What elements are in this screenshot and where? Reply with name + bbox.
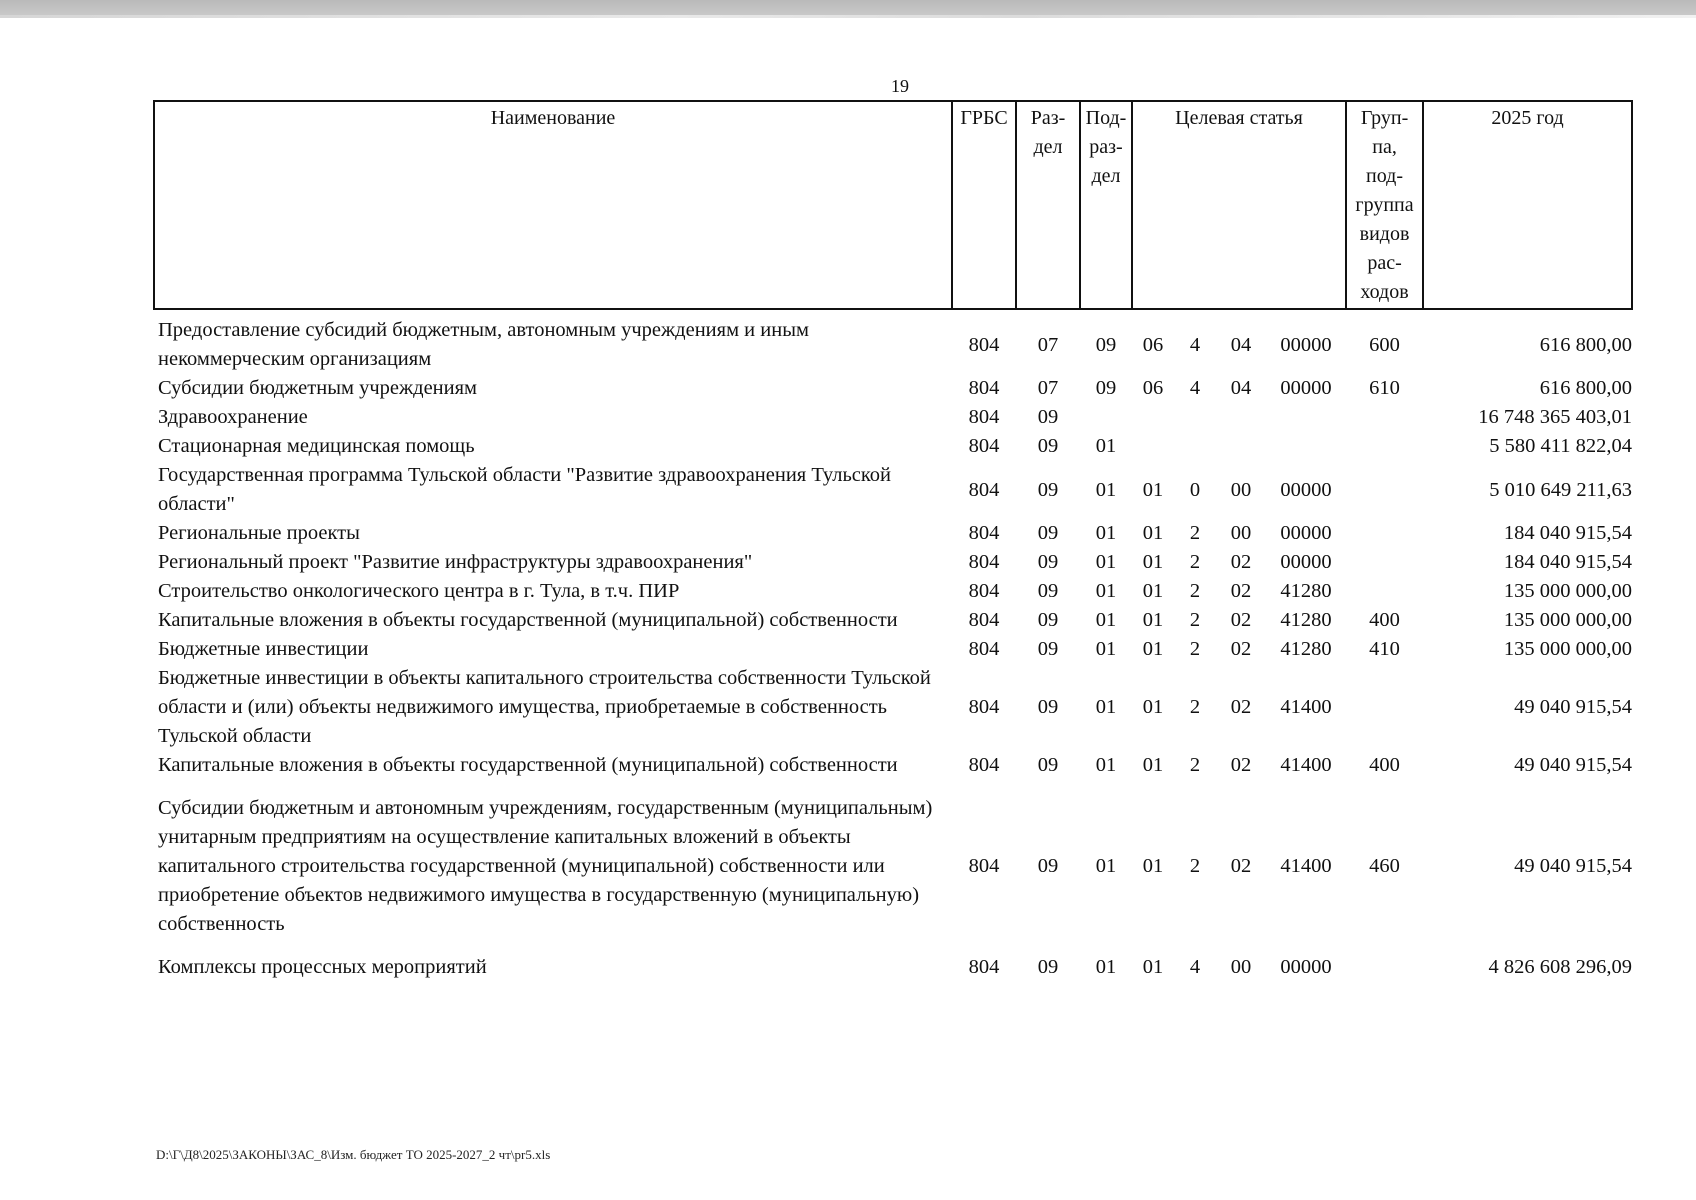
row-podrazdel (1080, 403, 1132, 432)
row-grbs: 804 (968, 551, 1000, 573)
row-sum: 135 000 000,00 (1503, 580, 1633, 602)
row-target-type: 4 (1189, 377, 1201, 399)
row-name: Предоставление субсидий бюджетным, автономным учреждениям и иным некоммерческим организациям (158, 319, 809, 370)
header-group-line: Груп- (1360, 107, 1409, 129)
row-razdel: 09 (1037, 406, 1059, 428)
row-sum: 616 800,00 (1539, 333, 1633, 356)
row-podrazdel: 01 (1095, 638, 1117, 660)
row-target-direction: 41400 (1280, 855, 1332, 877)
row-expense-group (1346, 953, 1423, 982)
header-group-line: ходов (1360, 281, 1409, 303)
row-name: Региональные проекты (158, 522, 360, 544)
row-expense-group (1346, 403, 1423, 432)
row-name: Бюджетные инвестиции в объекты капитального строительства собственности Тульской области и (или) объекты недвижимого имущества, приобретаемые в собственность Тульской области (158, 667, 931, 747)
row-sum: 5 580 411 822,04 (1489, 435, 1633, 457)
row-name: Комплексы процессных мероприятий (158, 956, 487, 978)
row-target-type: 4 (1189, 333, 1201, 356)
row-sum: 135 000 000,00 (1503, 638, 1633, 660)
row-razdel: 09 (1037, 522, 1059, 544)
row-expense-group: 460 (1369, 855, 1400, 877)
row-expense-group (1346, 548, 1423, 577)
row-target-type: 2 (1189, 609, 1201, 631)
row-grbs: 804 (968, 580, 1000, 602)
row-target-program: 01 (1142, 580, 1164, 602)
row-target-program: 01 (1142, 638, 1164, 660)
row-target-type: 2 (1189, 696, 1201, 718)
header-target: Целевая статья (1132, 101, 1346, 309)
row-expense-group: 610 (1369, 377, 1400, 399)
row-grbs: 804 (968, 754, 1000, 776)
row-sum: 5 010 649 211,63 (1489, 478, 1633, 501)
row-target-subprogram: 02 (1230, 855, 1252, 877)
budget-table (153, 100, 1633, 982)
row-target-subprogram (1216, 403, 1266, 432)
row-razdel: 09 (1037, 609, 1059, 631)
table-row (154, 577, 1632, 606)
row-grbs: 804 (968, 696, 1000, 718)
header-group-line: видов (1359, 223, 1410, 245)
header-podrazdel-line: раз- (1089, 136, 1123, 158)
row-target-direction: 00000 (1280, 551, 1332, 573)
row-grbs: 804 (968, 377, 1000, 399)
table-row (154, 635, 1632, 664)
table-header-row (154, 101, 1632, 309)
table-row (154, 403, 1632, 432)
row-target-direction: 00000 (1280, 333, 1332, 356)
row-name: Субсидии бюджетным учреждениям (158, 377, 478, 399)
row-grbs: 804 (968, 609, 1000, 631)
row-target-program: 01 (1142, 696, 1164, 718)
row-name: Капитальные вложения в объекты государственной (муниципальной) собственности (158, 609, 898, 631)
row-target-program: 01 (1142, 478, 1164, 501)
row-target-program: 06 (1142, 377, 1164, 399)
row-target-subprogram: 02 (1230, 696, 1252, 718)
row-expense-group: 400 (1369, 609, 1400, 631)
row-grbs: 804 (968, 406, 1000, 428)
row-expense-group (1346, 432, 1423, 461)
row-razdel: 09 (1037, 696, 1059, 718)
table-row (154, 374, 1632, 403)
header-grbs: ГРБС (952, 101, 1016, 309)
header-razdel-line: Раз- (1030, 107, 1066, 129)
row-target-direction (1266, 432, 1346, 461)
header-podrazdel-line: Под- (1085, 107, 1127, 129)
row-expense-group: 400 (1369, 754, 1400, 776)
row-target-program: 06 (1142, 333, 1164, 356)
row-grbs: 804 (968, 855, 1000, 877)
row-target-type: 0 (1189, 478, 1201, 501)
row-sum: 184 040 915,54 (1503, 522, 1633, 544)
row-name: Региональный проект "Развитие инфраструктуры здравоохранения" (158, 551, 753, 573)
row-target-direction: 41280 (1280, 638, 1332, 660)
row-razdel: 07 (1037, 377, 1059, 399)
row-name: Здравоохранение (158, 406, 308, 428)
row-target-subprogram: 02 (1230, 609, 1252, 631)
table-row (154, 309, 1632, 374)
row-target-type (1174, 432, 1216, 461)
row-target-subprogram: 02 (1230, 754, 1252, 776)
row-grbs: 804 (968, 478, 1000, 501)
row-podrazdel: 01 (1095, 522, 1117, 544)
row-grbs: 804 (968, 638, 1000, 660)
row-podrazdel: 09 (1095, 333, 1117, 356)
table-row (154, 519, 1632, 548)
row-target-direction: 41400 (1280, 696, 1332, 718)
row-sum: 49 040 915,54 (1514, 754, 1633, 776)
row-grbs: 804 (968, 956, 1000, 978)
row-podrazdel: 01 (1095, 696, 1117, 718)
row-podrazdel: 01 (1095, 754, 1117, 776)
row-razdel: 07 (1037, 333, 1059, 356)
row-target-type: 2 (1189, 580, 1201, 602)
row-podrazdel: 09 (1095, 377, 1117, 399)
row-razdel: 09 (1037, 754, 1059, 776)
row-target-type: 2 (1189, 638, 1201, 660)
row-target-subprogram: 00 (1230, 478, 1252, 501)
row-target-program: 01 (1142, 754, 1164, 776)
row-target-direction: 00000 (1280, 522, 1332, 544)
row-target-subprogram: 00 (1230, 956, 1252, 978)
header-year: 2025 год (1423, 101, 1632, 309)
row-name: Строительство онкологического центра в г. Тула, в т.ч. ПИР (158, 580, 680, 602)
header-group-line: рас- (1367, 252, 1402, 274)
row-target-subprogram: 04 (1230, 333, 1252, 356)
row-razdel: 09 (1037, 551, 1059, 573)
row-target-subprogram (1216, 432, 1266, 461)
row-target-subprogram: 00 (1230, 522, 1252, 544)
header-razdel-line: дел (1033, 136, 1063, 158)
page-number: 19 (891, 76, 909, 96)
row-sum: 16 748 365 403,01 (1478, 406, 1633, 428)
row-target-subprogram: 02 (1230, 551, 1252, 573)
header-group-line: па, (1372, 136, 1397, 158)
row-razdel: 09 (1037, 855, 1059, 877)
row-podrazdel: 01 (1095, 478, 1117, 501)
row-target-program: 01 (1142, 956, 1164, 978)
row-razdel: 09 (1037, 956, 1059, 978)
row-target-type: 2 (1189, 754, 1201, 776)
row-target-subprogram: 02 (1230, 580, 1252, 602)
row-sum: 49 040 915,54 (1514, 855, 1633, 877)
header-razdel (1016, 101, 1080, 309)
row-target-type: 2 (1189, 522, 1201, 544)
table-row (154, 751, 1632, 780)
scan-edge-shadow (0, 15, 1696, 18)
row-target-program (1132, 432, 1174, 461)
row-expense-group (1346, 461, 1423, 519)
header-group-line: группа (1355, 194, 1414, 216)
header-group (1346, 101, 1423, 309)
row-target-program: 01 (1142, 855, 1164, 877)
row-razdel: 09 (1037, 638, 1059, 660)
row-sum: 184 040 915,54 (1503, 551, 1633, 573)
row-expense-group (1346, 664, 1423, 751)
row-name: Бюджетные инвестиции (158, 638, 369, 660)
header-name: Наименование (154, 101, 952, 309)
row-target-type: 2 (1189, 551, 1201, 573)
file-path-footer: D:\Г\Д8\2025\ЗАКОНЫ\ЗАС_8\Изм. бюджет ТО 2025-2027_2 чт\pr5.xls (156, 1147, 551, 1162)
row-expense-group (1346, 519, 1423, 548)
row-podrazdel: 01 (1095, 580, 1117, 602)
header-group-line: под- (1366, 165, 1404, 187)
table-row (154, 953, 1632, 982)
row-target-direction (1266, 403, 1346, 432)
row-target-direction: 00000 (1280, 478, 1332, 501)
row-razdel: 09 (1037, 478, 1059, 501)
row-name: Капитальные вложения в объекты государственной (муниципальной) собственности (158, 754, 898, 776)
row-expense-group: 600 (1369, 333, 1400, 356)
row-target-program: 01 (1142, 609, 1164, 631)
row-podrazdel: 01 (1095, 956, 1117, 978)
table-row (154, 606, 1632, 635)
table-row (154, 548, 1632, 577)
table-row (154, 432, 1632, 461)
row-target-subprogram: 02 (1230, 638, 1252, 660)
row-target-program: 01 (1142, 551, 1164, 573)
row-target-type (1174, 403, 1216, 432)
row-target-direction: 00000 (1280, 377, 1332, 399)
row-grbs: 804 (968, 435, 1000, 457)
row-target-program: 01 (1142, 522, 1164, 544)
row-razdel: 09 (1037, 435, 1059, 457)
row-name: Государственная программа Тульской области "Развитие здравоохранения Тульской области" (158, 464, 892, 515)
row-podrazdel: 01 (1095, 855, 1117, 877)
row-target-subprogram: 04 (1230, 377, 1252, 399)
row-name: Стационарная медицинская помощь (158, 435, 475, 457)
row-podrazdel: 01 (1095, 551, 1117, 573)
header-podrazdel (1080, 101, 1132, 309)
row-sum: 49 040 915,54 (1514, 696, 1633, 718)
header-podrazdel-line: дел (1091, 165, 1121, 187)
table-row (154, 780, 1632, 953)
row-podrazdel: 01 (1095, 435, 1117, 457)
row-grbs: 804 (968, 333, 1000, 356)
row-sum: 616 800,00 (1539, 377, 1633, 399)
table-row (154, 461, 1632, 519)
row-target-direction: 41400 (1280, 754, 1332, 776)
table-row (154, 664, 1632, 751)
row-sum: 4 826 608 296,09 (1488, 956, 1633, 978)
row-podrazdel: 01 (1095, 609, 1117, 631)
row-target-direction: 41280 (1280, 580, 1332, 602)
row-sum: 135 000 000,00 (1503, 609, 1633, 631)
row-grbs: 804 (968, 522, 1000, 544)
row-razdel: 09 (1037, 580, 1059, 602)
row-target-direction: 41280 (1280, 609, 1332, 631)
row-target-direction: 00000 (1280, 956, 1332, 978)
row-expense-group (1346, 577, 1423, 606)
scan-edge (0, 0, 1696, 16)
row-target-program (1132, 403, 1174, 432)
row-target-type: 4 (1189, 956, 1201, 978)
row-target-type: 2 (1189, 855, 1201, 877)
row-name: Субсидии бюджетным и автономным учреждениям, государственным (муниципальным) унитарным предприятиям на осуществление капитальных вложений в объекты капитального строительства государственной (муниципальной) собственности или приобретение объектов недвижимого имущества в государственную (муниципальную) собственность (158, 797, 933, 935)
row-expense-group: 410 (1369, 638, 1400, 660)
